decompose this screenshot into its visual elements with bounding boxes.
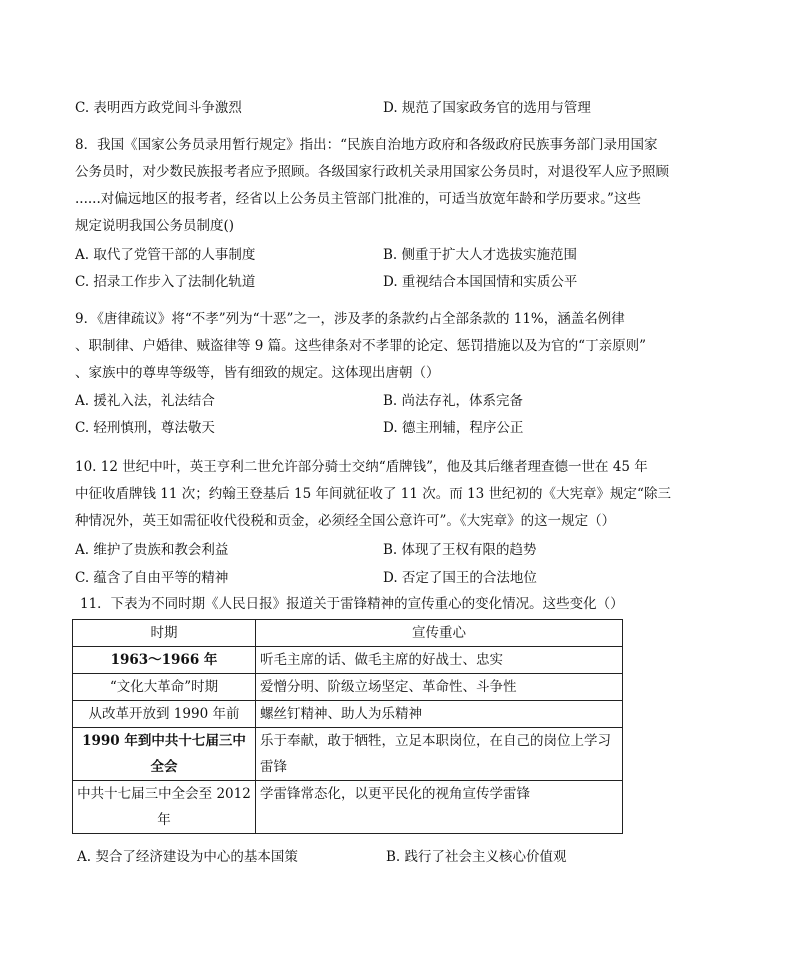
question-text-line: 中征收盾牌钱 11 次；约翰王登基后 15 年间就征收了 11 次。而 13 世纪初的《大宪章》规定“除三	[75, 486, 671, 502]
question-text-line: 11．下表为不同时期《人民日报》报道关于雷锋精神的宣传重心的变化情况。这些变化（）	[80, 596, 624, 612]
table-cell-focus: 学雷锋常态化，以更平民化的视角宣传学雷锋	[256, 781, 623, 834]
option-b: B. 尚法存礼，体系完备	[383, 393, 524, 409]
table-row	[73, 781, 623, 834]
table-cell-period: 从改革开放到 1990 年前	[73, 701, 256, 728]
table-cell-focus: 爱憎分明、阶级立场坚定、革命性、斗争性	[256, 674, 623, 701]
table-cell-focus: 听毛主席的话、做毛主席的好战士、忠实	[256, 647, 623, 674]
question-text-line: 公务员时，对少数民族报考者应予照顾。各级国家行政机关录用国家公务员时，对退役军人应予照顾	[75, 164, 669, 180]
table-cell-focus: 乐于奉献，敢于牺牲，立足本职岗位，在自己的岗位上学习雷锋	[256, 728, 623, 781]
table-cell-period: 1990 年到中共十七届三中全会	[73, 728, 256, 781]
question-text-line: 种情况外，英王如需征收代役税和贡金，必须经全国公意许可”。《大宪章》的这一规定（）	[75, 513, 616, 529]
option-c: C. 表明西方政党间斗争激烈	[75, 100, 242, 116]
option-b: B. 体现了王权有限的趋势	[383, 542, 537, 558]
table-header-focus: 宣传重心	[256, 620, 623, 647]
table-cell-focus: 螺丝钉精神、助人为乐精神	[256, 701, 623, 728]
question-text-line: 、家族中的尊卑等级等，皆有细致的规定。这体现出唐朝（）	[75, 365, 440, 381]
option-b: B. 践行了社会主义核心价值观	[386, 849, 567, 865]
option-a: A. 取代了党管干部的人事制度	[75, 247, 256, 263]
option-c: C. 轻刑慎刑，尊法敬天	[75, 420, 215, 436]
table-row	[73, 647, 623, 674]
question-text-line: 9．《唐律疏议》将“不孝”列为“十恶”之一，涉及孝的条款约占全部条款的 11%，涵盖名例律	[75, 311, 625, 327]
option-d: D. 否定了国王的合法地位	[383, 570, 537, 586]
option-a: A. 契合了经济建设为中心的基本国策	[77, 849, 298, 865]
question-text-line: 规定说明我国公务员制度()	[75, 218, 235, 234]
table-cell-period: 1963～1966 年	[73, 647, 256, 674]
option-d: D. 规范了国家政务官的选用与管理	[383, 100, 591, 116]
question-text-line: 10. 12 世纪中叶，英王亨利二世允许部分骑士交纳“盾牌钱”，他及其后继者理查德一世在 45 年	[75, 459, 648, 475]
question-text-line: 、职制律、户婚律、贼盗律等 9 篇。这些律条对不孝罪的论定、惩罚措施以及为官的“丁亲原则”	[75, 338, 646, 354]
table-header-period: 时期	[73, 620, 256, 647]
option-a: A. 维护了贵族和教会利益	[75, 542, 229, 558]
table-row	[73, 728, 623, 781]
table-cell-period: “文化大革命”时期	[73, 674, 256, 701]
option-d: D. 德主刑辅，程序公正	[383, 420, 524, 436]
option-c: C. 蕴含了自由平等的精神	[75, 570, 229, 586]
table-header-row	[73, 620, 623, 647]
option-b: B. 侧重于扩大人才选拔实施范围	[383, 247, 578, 263]
table-row	[73, 674, 623, 701]
table-cell-period: 中共十七届三中全会至 2012 年	[73, 781, 256, 834]
question-text-line: ......对偏远地区的报考者，经省以上公务员主管部门批准的，可适当放宽年龄和学历要求。”这些	[75, 191, 641, 207]
propaganda-focus-table	[72, 619, 623, 834]
option-d: D. 重视结合本国国情和实质公平	[383, 274, 578, 290]
question-text-line: 8．我国《国家公务员录用暂行规定》指出：“民族自治地方政府和各级政府民族事务部门录用国家	[75, 137, 658, 153]
table-row	[73, 701, 623, 728]
option-a: A. 援礼入法，礼法结合	[75, 393, 215, 409]
option-c: C. 招录工作步入了法制化轨道	[75, 274, 256, 290]
